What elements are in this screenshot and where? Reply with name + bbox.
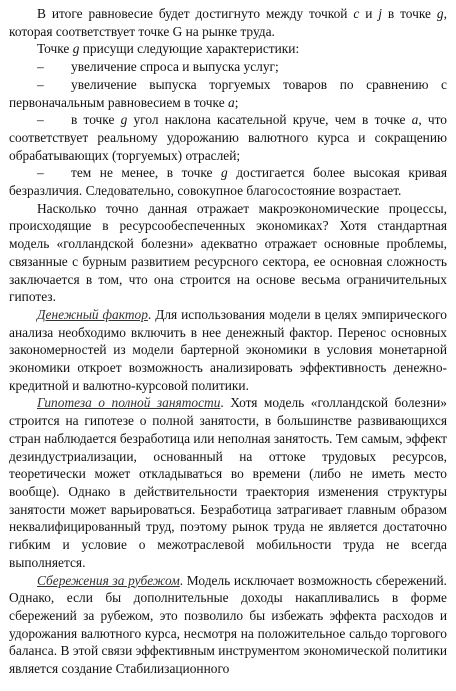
list-dash: –: [37, 59, 44, 75]
math-symbol: g: [436, 6, 444, 21]
text-run: достигается более высокая кривая безразличия. Следовательно, совокупное благосостояние возрастает.: [9, 165, 447, 199]
text-run: В итоге равновесие будет достигнуто между точкой: [37, 6, 354, 21]
math-symbol: g: [120, 112, 128, 128]
list-dash: –: [37, 112, 44, 128]
math-symbol: a: [411, 112, 419, 128]
text-run: тем не менее, в точке: [71, 165, 222, 181]
math-symbol: j: [378, 6, 382, 21]
paragraph: [9, 5, 447, 40]
text-run: в точке: [71, 112, 121, 128]
text-run: , которая соответствует точке G на рынке труда.: [9, 6, 447, 39]
text-run: угол наклона касательной круче, чем в точке: [127, 112, 412, 128]
text-run: Точке: [37, 41, 73, 57]
math-symbol: a: [227, 94, 235, 110]
list-item: [9, 58, 447, 76]
paragraph: [9, 306, 447, 395]
text-run: . Хотя модель «голландской болезни» строится на гипотезе о полной занятости, в большинстве развивающихся стран наблюдается безработица или неполная занятость. Тем самым, эффект дезиндустриализации, основанный на оттоке трудовых ресурсов, теоретически может откладываться во времени (либо не иметь место вообще). Однако в действительности траектория изменения структуры занятости может варьироваться. Безработица затрагивает главным образом неквалифицированный труд, поэтому рынок труда не является достаточно гибким и условие о межотраслевой мобильности труда не всегда выполняется.: [9, 395, 447, 570]
math-symbol: c: [353, 6, 360, 21]
section-heading: Сбережения за рубежом: [37, 572, 180, 588]
text-run: увеличение спроса и выпуска услуг;: [71, 59, 279, 75]
text-run: . Для использования модели в целях эмпирического анализа необходимо включить в нее денежный фактор. Перенос основных закономерностей из модели бартерной экономики в условия монетарной экономики откроет возможность анализировать эффективность денежно-кредитной и валютно-курсовой политики.: [9, 306, 447, 393]
math-symbol: g: [72, 41, 80, 57]
list-dash: –: [37, 76, 44, 92]
text-run: увеличение выпуска торгуемых товаров по сравнению с первоначальным равновесием в точке: [9, 76, 447, 110]
math-symbol: g: [221, 165, 228, 181]
list-item: [9, 111, 447, 164]
text-run: присущи следующие характеристики:: [79, 41, 300, 57]
section-heading: Денежный фактор: [37, 306, 148, 322]
list-dash: –: [37, 165, 44, 181]
text-run: . Модель исключает возможность сбережений. Однако, если бы дополнительные доходы накапливались в форме сбережений за рубежом, это позволило бы избежать эффекта расходов и удорожания валютного курса, несмотря на положительное сальдо торгового баланса. В этой связи эффективным инструментом экономической политики является создание Стабилизационного: [9, 572, 447, 677]
text-run: и: [359, 6, 379, 21]
text-run: в точке: [382, 6, 437, 21]
paragraph: [9, 40, 447, 58]
list-item: [9, 164, 447, 199]
paragraph: [9, 572, 447, 678]
text-run: , что соответствует реальному удорожанию валютного курса и сокращению обрабатывающих (торгуемых) отраслей;: [9, 112, 447, 163]
list-item: [9, 76, 447, 111]
section-heading: Гипотеза о полной занятости: [37, 395, 221, 411]
text-run: ;: [234, 94, 239, 110]
paragraph: [9, 394, 447, 571]
paragraph: [9, 200, 447, 306]
text-run: Насколько точно данная отражает макроэкономические процессы, происходящие в ресурсообеспеченных экономиках? Хотя стандартная модель «голландской болезни» адекватно отражает основные проблемы, связанные с бурным развитием ресурсного сектора, ее основная сложность заключается в том, что она строится на основе весьма ограничительных гипотез.: [9, 200, 447, 305]
